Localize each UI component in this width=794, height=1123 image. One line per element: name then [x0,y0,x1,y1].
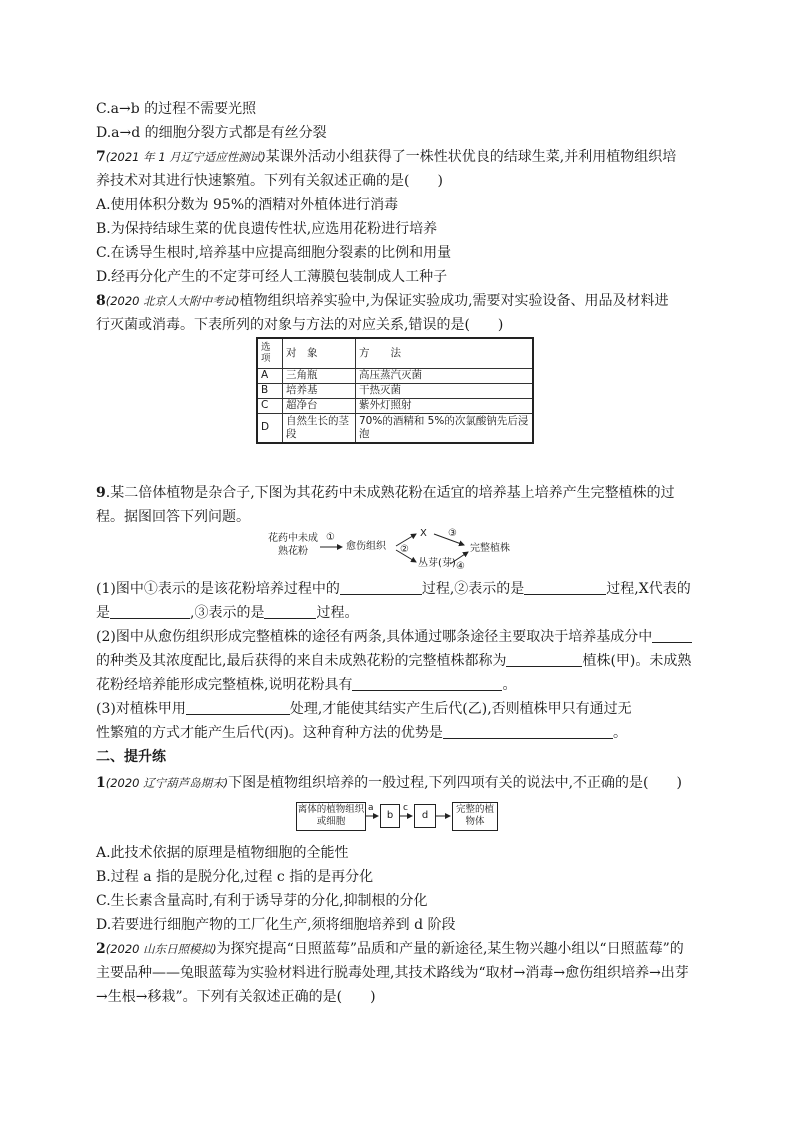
q9-p1-text: 是 [96,605,110,621]
table-header-row [257,338,533,368]
tissue-culture-flow-diagram [296,800,500,832]
q9-part3-line2 [96,724,627,742]
q9-p1-text: 过程,②表示的是 [421,581,525,597]
q7-option-d[interactable]: D.经再分化产生的不定芽可经人工薄膜包装制成人工种子 [96,269,448,285]
table-row [257,413,533,443]
table-header-method: 方 法 [356,338,534,368]
callus-label: 愈伤组织 [346,541,386,552]
q9-stem: .某二倍体植物是杂合子,下图为其花药中未成熟花粉在适宜的培养基上培养产生完整植株的过 [105,485,675,501]
q7-option-b[interactable]: B.为保持结球生菜的优良遗传性状,应选用花粉进行培养 [96,221,438,237]
stage-b-box: b [380,804,400,828]
table-cell: 70%的酒精和 5%的次氯酸钠先后浸泡 [356,413,534,443]
complete-plant-box: 完整的植物体 [452,802,498,831]
answer-blank[interactable] [443,724,613,739]
q7-source: (2021 年 1 月辽宁适应性测试) [105,150,266,164]
answer-blank[interactable] [340,580,422,595]
q6-option-c[interactable]: C.a→b 的过程不需要光照 [96,101,257,117]
q7-number: 7 [96,149,106,165]
q8-stem-line2: 行灭菌或消毒。下表所列的对象与方法的对应关系,错误的是( ) [96,317,504,333]
q7-stem-line2: 养技术对其进行快速繁殖。下列有关叙述正确的是( ) [96,173,443,189]
table-cell: 超净台 [283,398,356,413]
table-cell: D [257,413,283,443]
p2-stem-line1 [96,940,684,958]
step-3-marker: ③ [448,528,457,539]
answer-blank[interactable] [506,652,582,667]
q9-p3-text: (3)对植株甲用 [96,701,186,717]
q9-p3-text: 性繁殖的方式才能产生后代(丙)。这种育种方法的优势是 [96,725,443,741]
answer-blank[interactable] [264,604,316,619]
q9-p2-text: 植株(甲)。未成熟 [582,653,692,669]
q9-stem-line2: 程。据图回答下列问题。 [96,509,250,525]
q8-source: (2020 北京人大附中考试) [105,294,240,308]
q8-table [256,337,534,444]
p1-number: 1 [96,775,106,791]
q7-stem-line1 [96,148,676,166]
p1-option-a[interactable]: A.此技术依据的原理是植物细胞的全能性 [96,845,349,861]
explant-box: 离体的植物组织或细胞 [296,802,366,831]
q6-option-d[interactable]: D.a→d 的细胞分裂方式都是有丝分裂 [96,125,327,141]
pollen-culture-diagram [268,528,538,574]
table-cell: C [257,398,283,413]
p2-number: 2 [96,941,106,957]
q9-number: 9 [96,485,106,501]
table-row [257,398,533,413]
arrow-c-label: c [403,803,408,813]
p2-stem-text: 为探究提高“日照蓝莓”品质和产量的新途径,某生物兴趣小组以“日照蓝莓”的 [216,941,684,957]
complete-plant-label: 完整植株 [470,543,510,554]
q9-part3-line1 [96,700,632,718]
section-heading: 二、提升练 [96,749,166,765]
answer-blank[interactable] [524,580,606,595]
answer-blank[interactable] [186,700,290,715]
q9-part1-line2 [96,604,358,622]
table-cell: 三角瓶 [283,368,356,383]
arrow-a-label: a [368,803,374,813]
p1-stem-text: 下图是植物组织培养的一般过程,下列四项有关的说法中,不正确的是( ) [228,775,682,791]
table-cell: B [257,383,283,398]
p1-option-c[interactable]: C.生长素含量高时,有利于诱导芽的分化,抑制根的分化 [96,893,428,909]
q9-p1-text: ,③表示的是 [190,605,265,621]
table-header-option: 选项 [257,338,283,368]
answer-blank[interactable] [110,604,190,619]
step-2-marker: ② [400,544,409,555]
q9-p3-text: 处理,才能使其结实产生后代(乙),否则植株甲只有通过无 [289,701,632,717]
p1-option-b[interactable]: B.过程 a 指的是脱分化,过程 c 指的是再分化 [96,869,374,885]
p1-option-d[interactable]: D.若要进行细胞产物的工厂化生产,须将细胞培养到 d 阶段 [96,917,456,933]
p1-stem [96,774,682,792]
pollen-label: 花药中未成熟花粉 [268,533,318,557]
p1-source: (2020 辽宁葫芦岛期末) [105,776,229,790]
answer-blank[interactable] [352,676,502,691]
x-label: X [420,528,427,539]
table-cell: 自然生长的茎段 [283,413,356,443]
q7-stem: 某课外活动小组获得了一株性状优良的结球生菜,并利用植物组织培 [265,149,677,165]
q9-p1-text: 过程。 [316,605,359,621]
table-row [257,383,533,398]
stage-d-box: d [414,804,436,828]
q7-option-a[interactable]: A.使用体积分数为 95%的酒精对外植体进行消毒 [96,197,399,213]
q8-stem-line1 [96,292,669,310]
table-cell: 高压蒸汽灭菌 [356,368,534,383]
q9-p2-text: 的种类及其浓度配比,最后获得的来自未成熟花粉的完整植株都称为 [96,653,507,669]
q9-part2-line1 [96,628,692,646]
table-cell: A [257,368,283,383]
q9-p2-text: 。 [502,677,517,693]
q8-stem: 植物组织培养实验中,为保证实验成功,需要对实验设备、用品及材料进 [239,293,669,309]
q9-part2-line2 [96,652,691,670]
p2-source: (2020 山东日照模拟) [105,942,217,956]
step-4-marker: ④ [456,561,465,572]
answer-blank[interactable] [652,628,692,643]
step-1-marker: ① [326,532,335,543]
q7-option-c[interactable]: C.在诱导生根时,培养基中应提高细胞分裂素的比例和用量 [96,245,452,261]
table-cell: 紫外灯照射 [356,398,534,413]
table-cell: 培养基 [283,383,356,398]
p2-stem-line2: 主要品种——兔眼蓝莓为实验材料进行脱毒处理,其技术路线为“取材→消毒→愈伤组织培养→出芽 [96,965,689,981]
p2-stem-line3: →生根→移栽”。下列有关叙述正确的是( ) [96,989,376,1005]
q9-p2-text: (2)图中从愈伤组织形成完整植株的途径有两条,具体通过哪条途径主要取决于培养基成分中 [96,629,653,645]
table-header-object: 对 象 [283,338,356,368]
q9-part1-line1 [96,580,691,598]
q9-part2-line3 [96,676,516,694]
q9-p1-text: 过程,X代表的 [606,581,691,597]
q9-p3-text: 。 [612,725,627,741]
table-cell: 干热灭菌 [356,383,534,398]
table-row [257,368,533,383]
q9-p1-text: (1)图中①表示的是该花粉培养过程中的 [96,581,340,597]
q9-p2-text: 花粉经培养能形成完整植株,说明花粉具有 [96,677,353,693]
q9-stem-line1 [96,484,675,502]
q8-number: 8 [96,293,106,309]
bud-label: 丛芽(芽) [418,558,456,569]
